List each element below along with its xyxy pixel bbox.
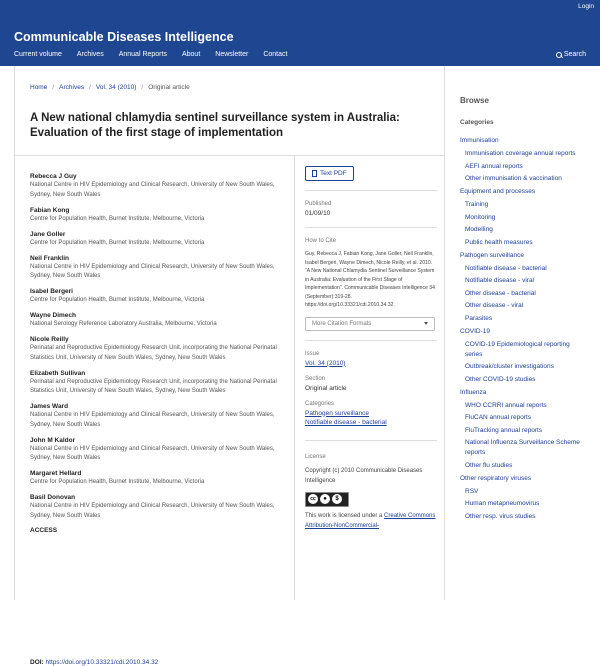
login-link[interactable]: Login xyxy=(578,3,594,10)
categories-label: Categories xyxy=(305,400,335,407)
category-list xyxy=(460,136,586,524)
nav-newsletter[interactable]: Newsletter xyxy=(215,51,249,58)
doi-line xyxy=(30,659,158,666)
category-immunisation[interactable]: Immunisation xyxy=(460,137,499,144)
author-name: Neil Franklin xyxy=(30,254,70,262)
subcategory-link[interactable]: COVID-19 Epidemiological reporting series xyxy=(465,340,570,358)
subcategory-link[interactable]: FluCAN annual reports xyxy=(465,414,532,421)
author-item xyxy=(30,311,280,330)
doi-label: DOI: xyxy=(30,659,44,666)
subcategory-link[interactable]: Other disease - bacterial xyxy=(465,289,536,297)
subcategory-link[interactable]: Notifiable disease - bacterial xyxy=(465,264,547,272)
author-name: Elizabeth Sullivan xyxy=(30,369,86,377)
license-link[interactable]: Creative Commons Attribution-NonCommercial- xyxy=(305,512,436,529)
search-link[interactable] xyxy=(556,51,586,58)
author-name: Basil Donovan xyxy=(30,494,76,501)
details-divider xyxy=(305,440,437,441)
author-affiliation: Centre for Population Health, Burnet Institute, Melbourne, Victoria xyxy=(30,297,205,303)
breadcrumb-home[interactable]: Home xyxy=(30,84,48,91)
license-text xyxy=(305,511,437,531)
author-item xyxy=(30,287,280,306)
nav-current-volume[interactable]: Current volume xyxy=(14,51,62,58)
breadcrumb-separator: / xyxy=(52,84,55,91)
copyright-text: Copyright (c) 2010 Communicable Diseases Intelligence xyxy=(305,467,423,484)
issue-link[interactable]: Vol. 34 (2010) xyxy=(305,359,346,367)
published-label: Published xyxy=(305,201,332,207)
issue-label: Issue xyxy=(305,350,320,357)
cite-label: How to Cite xyxy=(305,238,337,244)
search-icon xyxy=(556,52,562,58)
author-name: Rebecca J Guy xyxy=(30,173,77,180)
page-container xyxy=(14,66,586,666)
section-label: Section xyxy=(305,375,326,382)
article-details xyxy=(305,166,437,531)
author-item xyxy=(30,493,280,521)
subcategory-link[interactable]: Human metapneumovirus xyxy=(465,500,540,507)
category-link[interactable]: Pathogen surveillance xyxy=(305,409,369,417)
author-name: Margaret Hellard xyxy=(30,470,82,477)
sidebar-title: Browse xyxy=(460,96,489,105)
author-item xyxy=(30,436,280,464)
breadcrumb-current: Original article xyxy=(148,84,190,91)
subcategory-link[interactable]: Parasites xyxy=(465,314,493,322)
author-affiliation: Perinatal and Reproductive Epidemiology Research Unit, incorporating the National Perinatal Statistics Unit, University of New South Wales, Sydney, New South Wales xyxy=(30,345,277,361)
author-name: Isabel Bergeri xyxy=(30,288,73,295)
citation-text: Guy, Rebecca J, Fabian Kong, Jane Goller, Neil Franklin, Isabel Bergeri, Wayne Dimech, Nicole Reilly, et al. 2010. “A New National Chlamydia Sentinel Surveillance System in Australia: Evaluation of the First Stage of Implementation”. Communicable Diseases Intelligence 34 (September):319-28. https://doi.org/10.33321/cdi.2010.34.32. xyxy=(305,251,435,308)
by-icon: ● xyxy=(320,494,330,504)
title-divider xyxy=(15,155,444,156)
file-icon xyxy=(312,170,317,177)
author-affiliation: National Centre in HIV Epidemiology and Clinical Research, University of New South Wales, Sydney, New South Wales xyxy=(30,263,275,279)
citation-formats-dropdown[interactable] xyxy=(305,317,435,331)
category-influenza[interactable]: Influenza xyxy=(460,388,487,396)
author-item xyxy=(30,254,280,282)
nav-annual-reports[interactable]: Annual Reports xyxy=(118,51,167,58)
column-divider xyxy=(294,155,295,600)
cc-logo-icon: cc xyxy=(308,494,318,504)
author-item xyxy=(30,335,280,363)
pdf-button[interactable] xyxy=(305,166,354,181)
sidebar xyxy=(445,66,586,600)
article-main xyxy=(14,66,445,666)
nav-about[interactable]: About xyxy=(181,51,201,58)
author-affiliation: National Serology Reference Laboratory Australia, Melbourne, Victoria xyxy=(30,321,217,327)
subcategory-link[interactable]: National Influenza Surveillance Scheme reports xyxy=(465,439,580,456)
subcategory-link[interactable]: Monitoring xyxy=(465,213,496,221)
author-name: Nicole Reilly xyxy=(30,336,69,343)
author-affiliation: Centre for Population Health, Burnet Institute, Melbourne, Victoria xyxy=(30,479,205,485)
author-affiliation: Centre for Population Health, Burnet Institute, Melbourne, Victoria xyxy=(30,239,205,246)
author-item xyxy=(30,172,280,200)
license-intro: This work is licensed under a xyxy=(305,512,383,519)
details-divider xyxy=(305,340,437,341)
subcategory-link[interactable]: Other COVID-19 studies xyxy=(465,375,536,383)
published-date: 01/09/10 xyxy=(305,210,331,217)
author-affiliation: National Centre in HIV Epidemiology and Clinical Research, University of New South Wales, Sydney, New South Wales xyxy=(30,412,275,428)
site-title[interactable]: Communicable Diseases Intelligence xyxy=(14,30,234,44)
author-item xyxy=(30,369,280,397)
chevron-down-icon xyxy=(424,322,428,325)
subcategory-link[interactable]: FluTracking annual reports xyxy=(465,426,543,434)
subcategory-link[interactable]: Outbreak/cluster investigations xyxy=(465,363,554,370)
section-value: Original article xyxy=(305,384,347,392)
main-nav xyxy=(14,51,302,58)
author-name: John M Kaldor xyxy=(30,436,76,444)
nc-icon: $ xyxy=(332,494,342,504)
author-affiliation: Centre for Population Health, Burnet Institute, Melbourne, Victoria xyxy=(30,215,205,222)
subcategory-link[interactable]: WHO CCRRI annual reports xyxy=(465,401,547,409)
subcategory-link[interactable]: Training xyxy=(465,201,489,208)
subcategory-link[interactable]: Immunisation coverage annual reports xyxy=(465,150,576,157)
pdf-button-label: Text PDF xyxy=(320,170,347,177)
breadcrumb-archives[interactable]: Archives xyxy=(59,84,85,91)
subcategory-link[interactable]: Modelling xyxy=(465,226,493,233)
breadcrumb-separator: / xyxy=(141,84,144,91)
search-label: Search xyxy=(563,51,586,58)
category-covid-19[interactable]: COVID-19 xyxy=(460,327,490,335)
citation-formats-label: More Citation Formats xyxy=(312,320,372,327)
subcategory-link[interactable]: Other disease - viral xyxy=(465,302,524,309)
details-divider xyxy=(305,190,437,191)
subcategory-link[interactable]: AEFI annual reports xyxy=(465,162,523,170)
author-list xyxy=(30,172,280,534)
site-header xyxy=(0,0,600,66)
article-title: A New national chlamydia sentinel surveillance system in Australia: Evaluation of the first stage of implementation xyxy=(30,112,400,139)
author-name: Jane Goller xyxy=(30,230,66,238)
cc-license-badge[interactable] xyxy=(305,492,349,507)
subcategory-link[interactable]: Other immunisation & vaccination xyxy=(465,175,562,182)
license-label: License xyxy=(305,453,326,460)
details-divider xyxy=(305,227,437,228)
nav-contact[interactable]: Contact xyxy=(263,51,288,58)
author-item xyxy=(30,206,280,225)
author-affiliation: National Centre in HIV Epidemiology and Clinical Research, University of New South Wales, Sydney, New South Wales xyxy=(30,503,275,519)
author-item xyxy=(30,230,280,249)
doi-link[interactable]: https://doi.org/10.33321/cdi.2010.34.32 xyxy=(45,659,159,666)
author-name: Fabian Kong xyxy=(30,206,70,214)
author-affiliation: National Centre in HIV Epidemiology and Clinical Research, University of New South Wales, Sydney, New South Wales xyxy=(30,445,275,461)
category-equipment[interactable]: Equipment and processes xyxy=(460,188,536,195)
category-pathogen-surveillance[interactable]: Pathogen surveillance xyxy=(460,251,524,259)
subcategory-link[interactable]: Other resp. virus studies xyxy=(465,512,536,520)
category-other-respiratory[interactable]: Other respiratory viruses xyxy=(460,474,532,482)
breadcrumb-volume[interactable]: Vol. 34 (2010) xyxy=(95,84,137,91)
author-item xyxy=(30,469,280,488)
subcategory-link[interactable]: RSV xyxy=(465,487,479,495)
author-name: James Ward xyxy=(30,403,69,410)
author-affiliation: Perinatal and Reproductive Epidemiology Research Unit, incorporating the National Perinatal Statistics Unit, University of New South Wales, Sydney, New South Wales xyxy=(30,378,277,394)
breadcrumb xyxy=(30,84,190,91)
author-name: Wayne Dimech xyxy=(30,312,76,319)
author-affiliation: National Centre in HIV Epidemiology and Clinical Research, University of New South Wales, Sydney, New South Wales xyxy=(30,182,275,198)
subcategory-link[interactable]: Other flu studies xyxy=(465,461,513,469)
subcategory-link[interactable]: Public health measures xyxy=(465,238,533,246)
author-item xyxy=(30,402,280,430)
subcategory-link[interactable]: Notifiable disease - viral xyxy=(465,277,535,284)
nav-archives[interactable]: Archives xyxy=(76,51,104,58)
breadcrumb-separator: / xyxy=(89,84,91,91)
sidebar-categories-label: Categories xyxy=(460,119,494,126)
access-heading: ACCESS xyxy=(30,526,58,534)
category-link[interactable]: Notifiable disease - bacterial xyxy=(305,419,387,426)
